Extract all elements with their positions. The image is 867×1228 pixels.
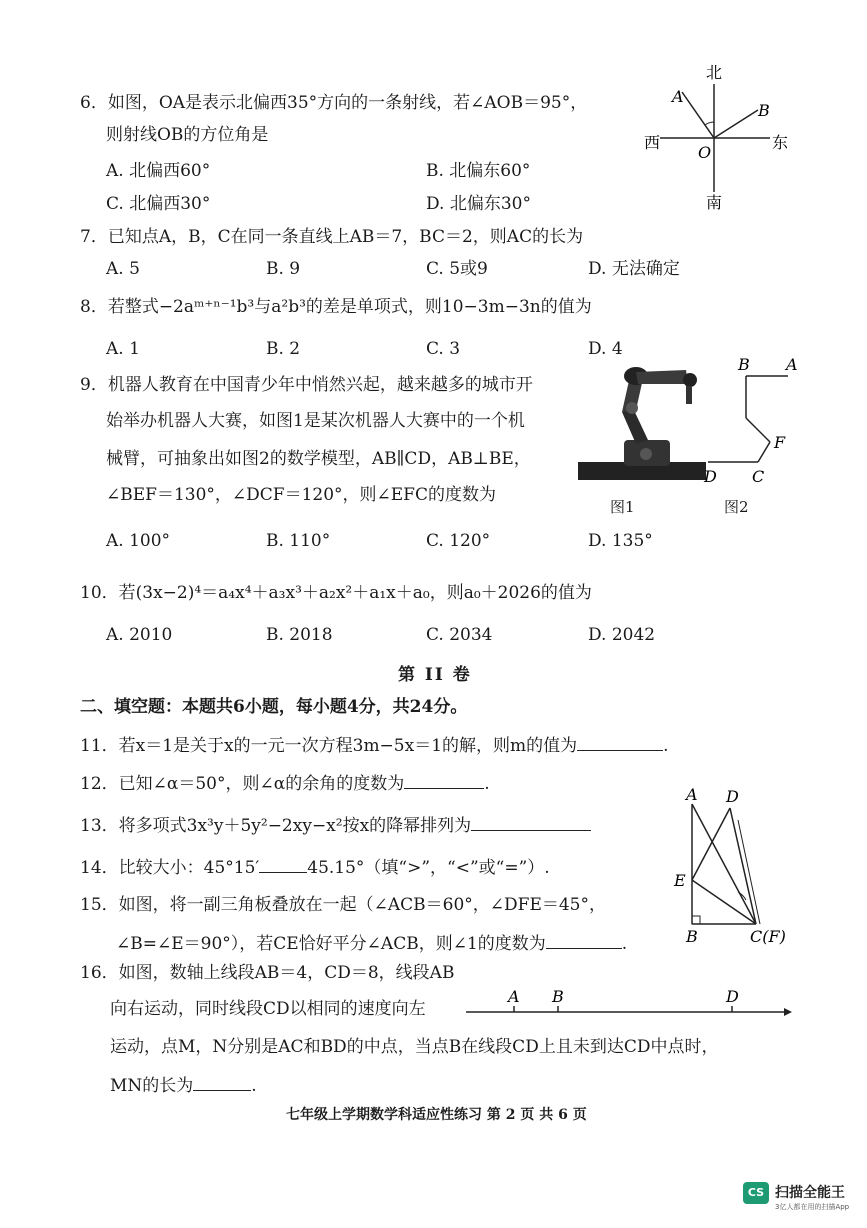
q7-stem: 7．已知点A，B，C在同一条直线上AB＝7，BC＝2，则AC的长为	[80, 227, 584, 247]
fig2-caption: 图2	[724, 498, 749, 516]
q9-option-c: C. 120°	[426, 531, 491, 551]
compass-b-label: B	[758, 101, 770, 120]
q10-option-d: D. 2042	[588, 625, 656, 645]
q11-answer-blank[interactable]	[577, 734, 663, 751]
q9-option-d: D. 135°	[588, 531, 653, 551]
q16-end: .	[251, 1076, 257, 1096]
compass-north-label: 北	[706, 63, 723, 82]
number-line-figure	[462, 984, 794, 1020]
scanner-name: 扫描全能王	[775, 1185, 845, 1201]
compass-east-label: 东	[772, 133, 789, 152]
fig2-b-label: B	[738, 355, 750, 374]
q15-answer-blank[interactable]	[546, 932, 622, 949]
compass-south-label: 南	[706, 193, 723, 212]
q6-stem-line2: 则射线OB的方位角是	[106, 125, 269, 145]
q16-answer-blank[interactable]	[193, 1074, 251, 1091]
q6-option-c: C. 北偏西30°	[106, 194, 211, 214]
q12-end: .	[484, 774, 490, 794]
q7-option-d: D. 无法确定	[588, 259, 680, 279]
q8-option-d: D. 4	[588, 339, 623, 359]
q6-option-d: D. 北偏东30°	[426, 194, 531, 214]
q10-option-c: C. 2034	[426, 625, 493, 645]
q14	[80, 856, 550, 879]
q9-stem-line1: 9．机器人教育在中国青少年中悄然兴起，越来越多的城市开	[80, 375, 533, 395]
compass-figure	[640, 62, 800, 212]
fig2-geometry	[700, 354, 810, 488]
q14-pre: 14．比较大小：45°15′	[80, 858, 260, 878]
q7-option-c: C. 5或9	[426, 259, 488, 279]
compass-o-label: O	[698, 143, 712, 162]
scanner-watermark	[743, 1178, 859, 1214]
q16-stem-line2: 向右运动，同时线段CD以相同的速度向左	[110, 999, 426, 1019]
section2-heading: 二、填空题：本题共6小题，每小题4分，共24分。	[80, 697, 468, 717]
fig2-a-label: A	[786, 355, 798, 374]
q10-option-b: B. 2018	[266, 625, 333, 645]
axis-a-label: A	[508, 987, 520, 1006]
q6-stem-line1: 6．如图，OA是表示北偏西35°方向的一条射线，若∠AOB＝95°，	[80, 93, 588, 113]
scanner-tagline: 3亿人都在用的扫描App	[775, 1203, 850, 1211]
q16-stem-line3: 运动，点M，N分别是AC和BD的中点，当点B在线段CD上且未到达CD中点时，	[110, 1037, 719, 1057]
q16-stem-line4	[110, 1074, 257, 1097]
triangles-figure	[668, 786, 798, 946]
q12	[80, 772, 490, 795]
q7-option-b: B. 9	[266, 259, 301, 279]
scanner-badge: CS	[743, 1182, 769, 1204]
q13	[80, 814, 591, 837]
q9-option-a: A. 100°	[106, 531, 171, 551]
q11	[80, 734, 669, 757]
fig15-b-label: B	[686, 927, 698, 946]
q13-text: 13．将多项式3x³y＋5y²−2xy−x²按x的降幂排列为	[80, 816, 472, 836]
q10-option-a: A. 2010	[106, 625, 173, 645]
q8-option-c: C. 3	[426, 339, 461, 359]
fig15-a-label: A	[686, 786, 698, 804]
q15-stem-line1: 15．如图，将一副三角板叠放在一起（∠ACB＝60°，∠DFE＝45°，	[80, 895, 606, 915]
axis-b-label: B	[552, 987, 564, 1006]
q7-option-a: A. 5	[106, 259, 140, 279]
q6-option-a: A. 北偏西60°	[106, 161, 211, 181]
q8-option-b: B. 2	[266, 339, 301, 359]
q9-stem-line2: 始举办机器人大赛，如图1是某次机器人大赛中的一个机	[106, 411, 525, 431]
q11-text: 11．若x＝1是关于x的一元一次方程3m−5x＝1的解，则m的值为	[80, 736, 578, 756]
axis-d-label: D	[726, 987, 739, 1006]
q15-end: .	[621, 934, 628, 954]
robot-arm-figure	[574, 362, 714, 492]
q9-option-b: B. 110°	[266, 531, 331, 551]
q6-option-b: B. 北偏东60°	[426, 161, 531, 181]
q13-answer-blank[interactable]	[471, 814, 591, 831]
fig1-caption: 图1	[610, 498, 635, 516]
fig2-c-label: C	[752, 467, 765, 486]
q14-post: 45.15°（填“>”，“<”或“=”）.	[307, 858, 550, 878]
q12-answer-blank[interactable]	[404, 772, 484, 789]
fig15-e-label: E	[674, 871, 686, 890]
q10-stem: 10．若(3x−2)⁴＝a₄x⁴＋a₃x³＋a₂x²＋a₁x＋a₀，则a₀＋2026的值为	[80, 583, 592, 603]
compass-west-label: 西	[644, 133, 661, 152]
q16-text: MN的长为	[110, 1076, 194, 1096]
q14-answer-blank[interactable]	[259, 856, 307, 873]
fig2-d-label: D	[704, 467, 717, 486]
fig15-d-label: D	[726, 787, 739, 806]
page-footer: 七年级上学期数学科适应性练习 第 2 页 共 6 页	[286, 1107, 587, 1123]
part2-title: 第 II 卷	[398, 665, 472, 685]
q9-stem-line4: ∠BEF＝130°，∠DCF＝120°，则∠EFC的度数为	[106, 485, 496, 505]
fig15-cf-label: C(F)	[750, 927, 786, 946]
q15-text: ∠B=∠E＝90°），若CE恰好平分∠ACB，则∠1的度数为	[116, 934, 546, 954]
q11-end: .	[663, 736, 669, 756]
q16-stem-line1: 16．如图，数轴上线段AB＝4，CD＝8，线段AB	[80, 963, 455, 983]
q9-stem-line3: 械臂，可抽象出如图2的数学模型，AB∥CD，AB⊥BE，	[106, 449, 531, 469]
q8-option-a: A. 1	[106, 339, 140, 359]
q8-stem: 8．若整式−2aᵐ⁺ⁿ⁻¹b³与a²b³的差是单项式，则10−3m−3n的值为	[80, 297, 592, 317]
q12-text: 12．已知∠α＝50°，则∠α的余角的度数为	[80, 774, 405, 794]
q15-stem-line2	[116, 932, 627, 955]
fig2-f-label: F	[774, 433, 786, 452]
compass-a-label: A	[672, 87, 684, 106]
